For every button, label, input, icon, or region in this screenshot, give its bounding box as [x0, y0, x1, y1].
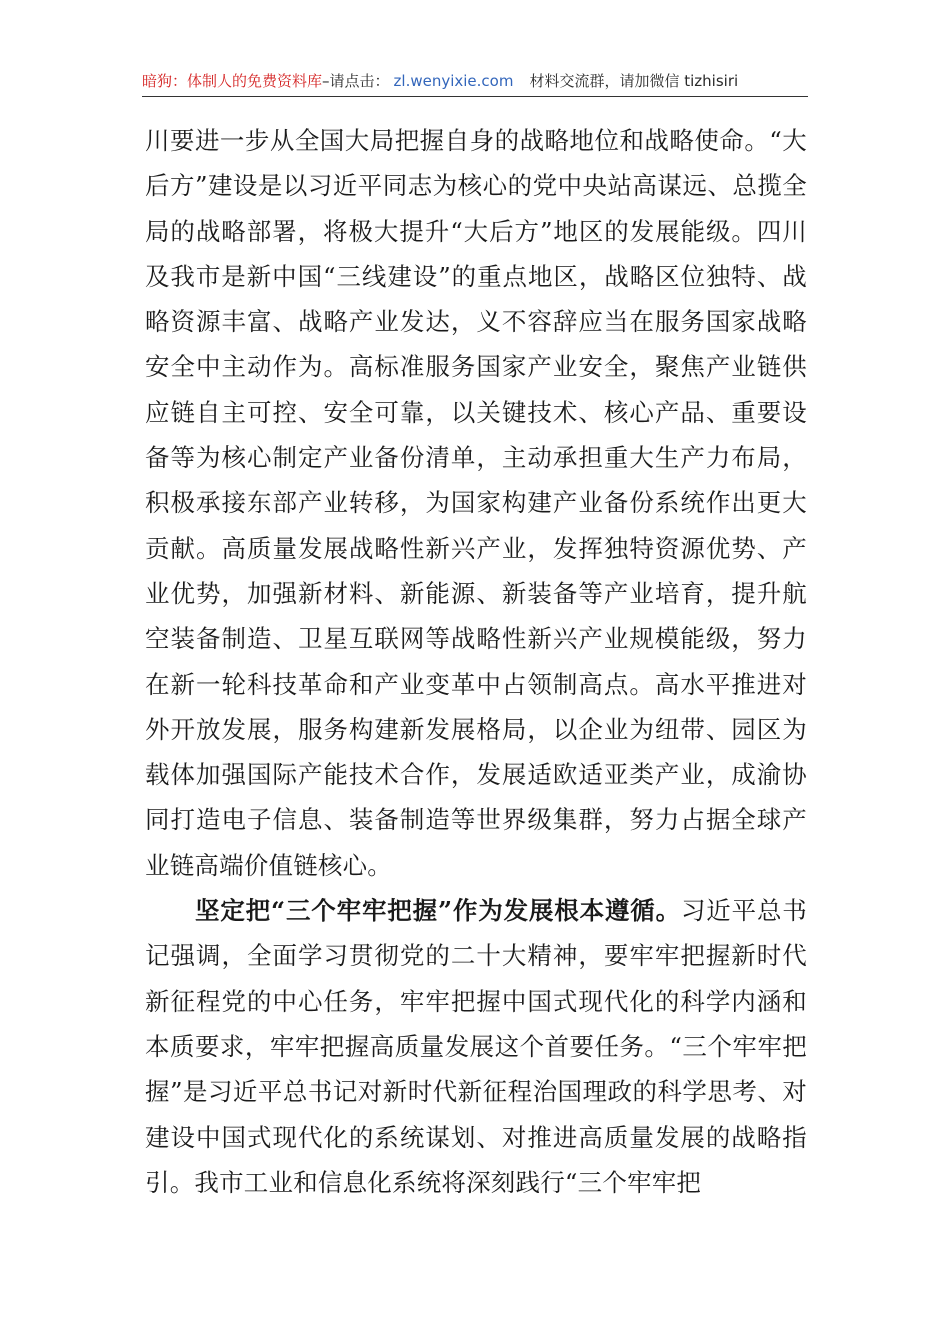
header-contact-text: 材料交流群，请加微信 tizhisiri: [529, 72, 739, 90]
body-paragraph-2: [145, 888, 807, 1205]
header-url-link[interactable]: zl.wenyixie.com: [393, 72, 514, 90]
paragraph-1-text: 川要进一步从全国大局把握自身的战略地位和战略使命。“大后方”建设是以习近平同志为核心的党中央站高谋远、总揽全局的战略部署，将极大提升“大后方”地区的发展能级。四川及我市是新中国“三线建设”的重点地区，战略区位独特、战略资源丰富、战略产业发达，义不容辞应当在服务国家战略安全中主动作为。高标准服务国家产业安全，聚焦产业链供应链自主可控、安全可靠，以关键技术、核心产品、重要设备等为核心制定产业备份清单，主动承担重大生产力布局，积极承接东部产业转移，为国家构建产业备份系统作出更大贡献。高质量发展战略性新兴产业，发挥独特资源优势、产业优势，加强新材料、新能源、新装备等产业培育，提升航空装备制造、卫星互联网等战略性新兴产业规模能级，努力在新一轮科技革命和产业变革中占领制高点。高水平推进对外开放发展，服务构建新发展格局，以企业为纽带、园区为载体加强国际产能技术合作，发展适欧适亚类产业，成渝协同打造电子信息、装备制造等世界级集群，努力占据全球产业链高端价值链核心。: [145, 126, 807, 880]
body-paragraph-1: [145, 118, 807, 888]
header-prompt-text: –请点击：: [322, 72, 390, 90]
paragraph-2-heading: 坚定把“三个牢牢把握”作为发展根本遵循。: [195, 896, 681, 926]
header-brand-text: 暗狗：体制人的免费资料库: [142, 72, 323, 90]
document-body: [145, 118, 807, 1205]
paragraph-2-text: 习近平总书记强调，全面学习贯彻党的二十大精神，要牢牢把握新时代新征程党的中心任务，牢牢把握中国式现代化的科学内涵和本质要求，牢牢把握高质量发展这个首要任务。“三个牢牢把握”是习近平总书记对新时代新征程治国理政的科学思考、对建设中国式现代化的系统谋划、对推进高质量发展的战略指引。我市工业和信息化系统将深刻践行“三个牢牢把: [145, 896, 808, 1197]
page-header: [142, 66, 808, 97]
